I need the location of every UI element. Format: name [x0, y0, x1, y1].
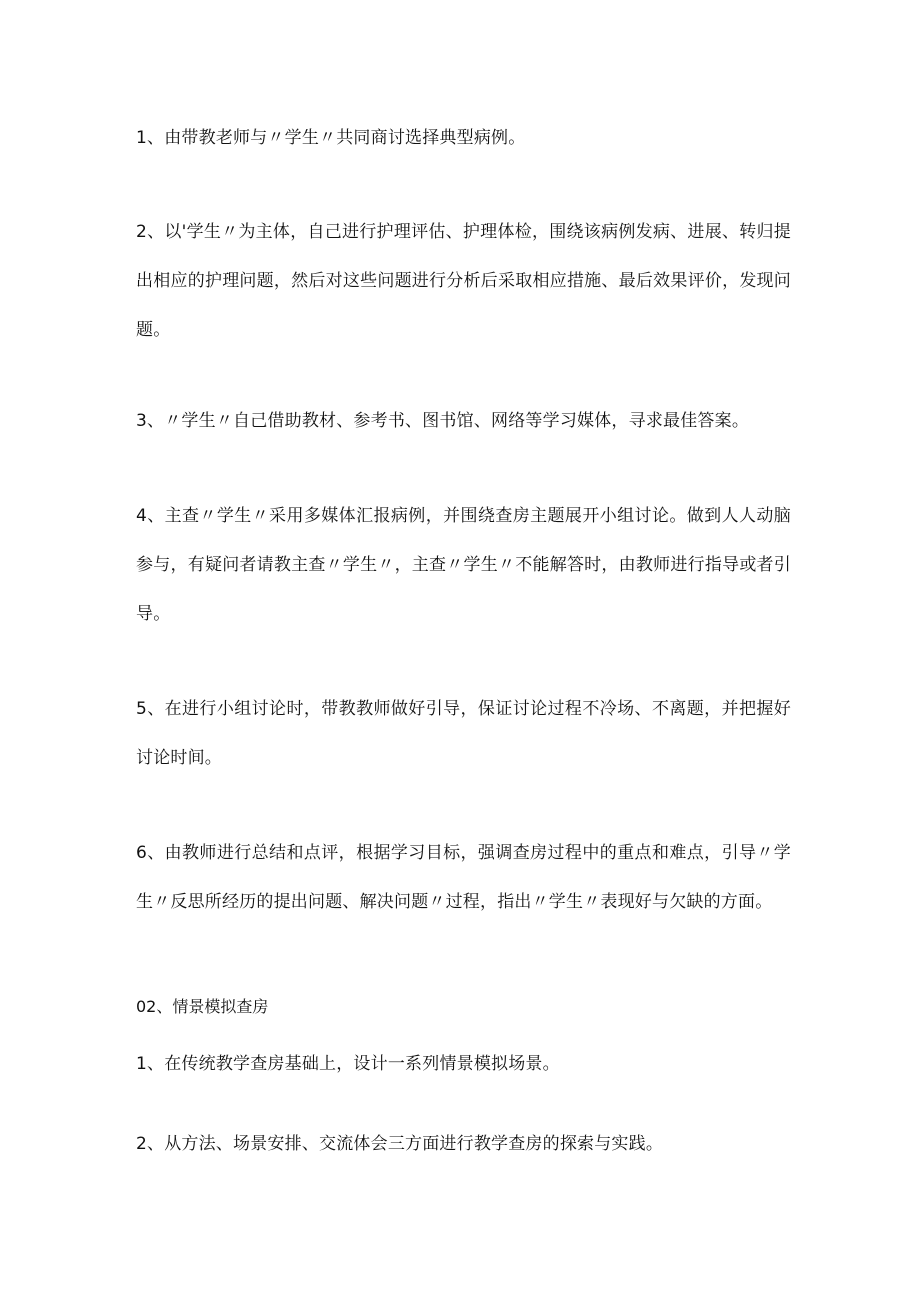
section-paragraph-2: 2、从方法、场景安排、交流体会三方面进行教学查房的探索与实践。: [136, 1134, 664, 1154]
paragraph-2: 2、以'学生〃为主体，自己进行护理评估、护理体检，围绕该病例发病、进展、转归提出相应的护理问题，然后对这些问题进行分析后采取相应措施、最后效果评价，发现问题。: [136, 222, 791, 340]
paragraph-1: 1、由带教老师与〃学生〃共同商讨选择典型病例。: [136, 128, 526, 148]
section-paragraph-1: 1、在传统教学查房基础上，设计一系列情景模拟场景。: [136, 1054, 560, 1074]
section-heading: 02、情景模拟查房: [136, 997, 269, 1016]
paragraph-4: 4、主查〃学生〃采用多媒体汇报病例，并围绕查房主题展开小组讨论。做到人人动脑参与，有疑问者请教主查〃学生〃，主查〃学生〃不能解答时，由教师进行指导或者引导。: [136, 506, 791, 624]
paragraph-5: 5、在进行小组讨论时，带教教师做好引导，保证讨论过程不冷场、不离题，并把握好讨论时间。: [136, 699, 791, 768]
paragraph-6: 6、由教师进行总结和点评，根据学习目标，强调查房过程中的重点和难点，引导〃学生〃反思所经历的提出问题、解决问题〃过程，指出〃学生〃表现好与欠缺的方面。: [136, 843, 791, 912]
paragraph-3: 3、〃学生〃自己借助教材、参考书、图书馆、网络等学习媒体，寻求最佳答案。: [136, 411, 750, 431]
